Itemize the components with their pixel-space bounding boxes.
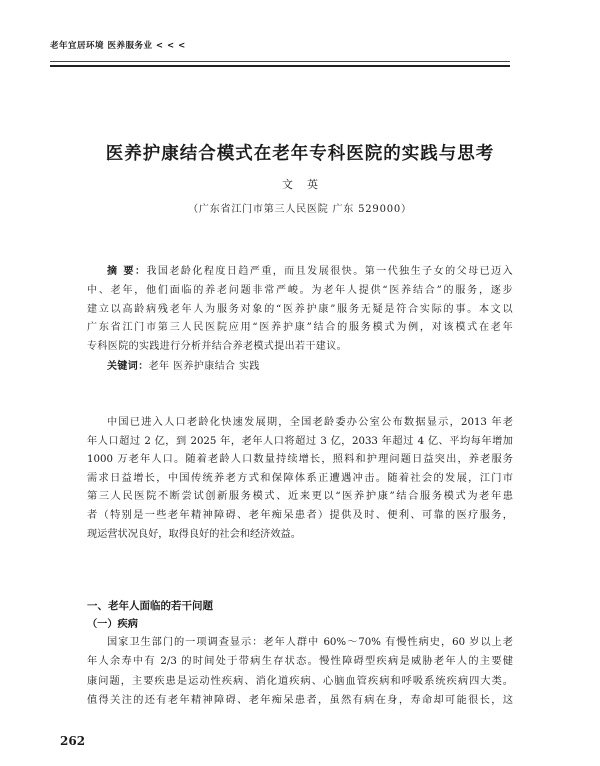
intro-line-3: 1000 万老年人口。随着老龄人口数量持续增长，照料和护理问题日益突出，养老服务 bbox=[87, 454, 513, 466]
abstract-line-4: 广东省江门市第三人民医院应用“医养护康”结合的服务模式为例，对该模式在老年 bbox=[87, 322, 513, 334]
keywords-text: 老年 医养护康结合 实践 bbox=[148, 360, 260, 372]
article-author: 文英 bbox=[282, 178, 332, 191]
section-1-paragraph bbox=[87, 633, 513, 710]
section-1-line-1: 国家卫生部门的一项调查显示：老年人群中 60%～70% 有慢性病史，60 岁以上老 bbox=[107, 637, 513, 648]
intro-line-2: 年人口超过 2 亿，到 2025 年，老年人口将超过 3 亿，2033 年超过 4 亿、平均每年增加 bbox=[87, 435, 513, 447]
running-header: 老年宜居环境 医养服务业 < < < bbox=[50, 41, 186, 51]
section-1-line-3: 康问题，主要疾患是运动性疾病、消化道疾病、心脑血管疾病和呼吸系统疾病四大类。 bbox=[87, 675, 513, 687]
section-1-line-4: 值得关注的还有老年精神障碍、老年痴呆患者，虽然有病在身，寿命却可能很长，这 bbox=[87, 694, 513, 706]
section-1-line-2: 年人余寿中有 2/3 的时间处于带病生存状态。慢性障碍型疾病是威胁老年人的主要健 bbox=[87, 656, 513, 668]
header-rule-thick bbox=[50, 65, 510, 67]
intro-line-6: 者（特别是一些老年精神障碍、老年痴呆患者）提供及时、便利、可靠的医疗服务， bbox=[87, 509, 513, 521]
header-rule-thin bbox=[50, 61, 510, 62]
article-affiliation: （广东省江门市第三人民医院 广东 529000） bbox=[188, 204, 412, 215]
intro-line-5: 第三人民医院不断尝试创新服务模式、近来更以“医养护康”结合服务模式为老年患 bbox=[87, 491, 513, 503]
abstract-line-1 bbox=[87, 263, 513, 282]
abstract-line-3: 建立以高龄病残老年人为服务对象的“医养护康”服务无疑是符合实际的事。本文以 bbox=[87, 303, 513, 315]
subsection-heading: （一）疾病 bbox=[87, 618, 138, 630]
keywords bbox=[87, 358, 513, 377]
page-number: 262 bbox=[60, 734, 86, 748]
keywords-label: 关键词： bbox=[107, 360, 149, 372]
intro-paragraph bbox=[87, 414, 513, 544]
abstract-text: 我国老龄化程度日趋严重，而且发展很快。第一代独生子女的父母已迈入 bbox=[146, 266, 513, 277]
intro-line-1: 中国已进入人口老龄化快速发展期，全国老龄委办公室公布数据显示，2013 年老 bbox=[107, 417, 513, 428]
abstract-line-5: 专科医院的实践进行分析并结合养老模式提出若干建议。 bbox=[87, 341, 347, 353]
abstract-line-2: 中、老年，他们面临的养老问题非常严峻。为老年人提供“医养结合”的服务，逐步 bbox=[87, 284, 513, 296]
section-heading: 一、老年人面临的若干问题 bbox=[87, 600, 213, 612]
article-title: 医养护康结合模式在老年专科医院的实践与思考 bbox=[105, 144, 495, 164]
intro-line-4: 需求日益增长，中国传统养老方式和保障体系正遭遇冲击。随着社会的发展，江门市 bbox=[87, 472, 513, 484]
abstract-label: 摘 要： bbox=[107, 266, 147, 277]
intro-line-7: 现运营状况良好，取得良好的社会和经济效益。 bbox=[87, 528, 301, 540]
abstract bbox=[87, 263, 513, 377]
